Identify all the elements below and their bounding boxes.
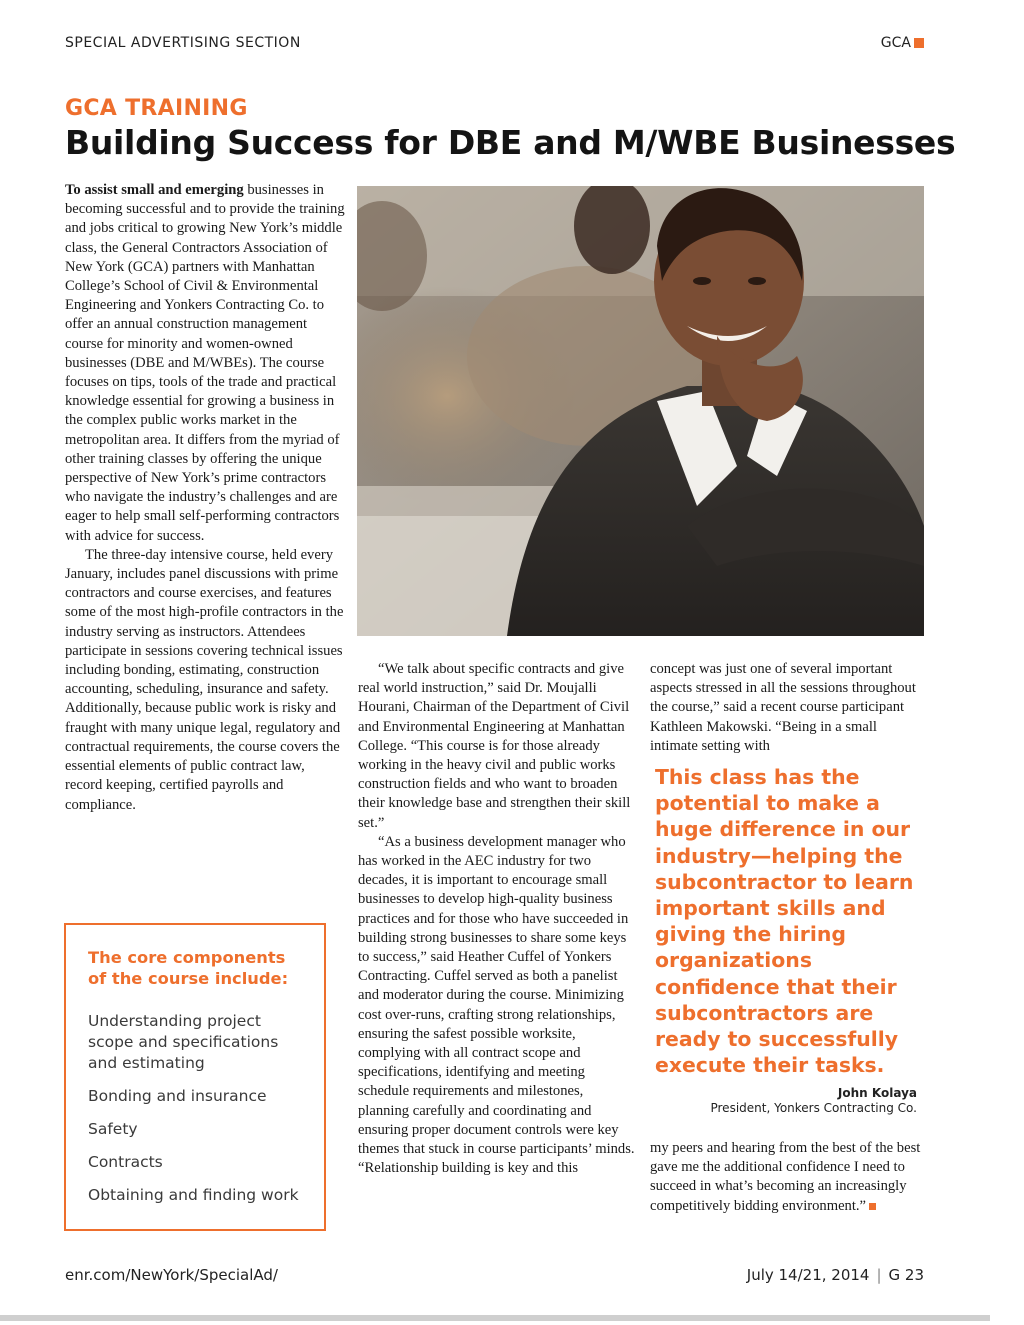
- paragraph: The three-day intensive course, held every January, includes panel discussions with prime contractors and course exercises, and features some of the most high-profile contractors in the industry serving as instructors. Attendees participate in sessions covering technical issues including bonding, estimating, construction accounting, scheduling, insurance and safety. Additionally, because public work is risky and fraught with many unique legal, regulatory and contractual requirements, the course covers the essential elements of public contract law, record keeping, certified payrolls and compliance.: [65, 546, 344, 813]
- footer-url: enr.com/NewYork/SpecialAd/: [65, 1266, 278, 1284]
- core-components-list: [88, 1011, 308, 1206]
- section-label: SPECIAL ADVERTISING SECTION: [65, 35, 301, 51]
- brand-square-icon: [914, 38, 924, 48]
- article-column-3-bottom: [650, 1139, 925, 1216]
- paragraph: concept was just one of several important aspects stressed in all the sessions throughout the course,” said a recent course participant Kathleen Makowski. “Being in a small intimate setting with: [650, 661, 916, 754]
- end-mark-icon: [869, 1203, 876, 1210]
- list-item: Understanding project scope and specifications and estimating: [88, 1012, 279, 1072]
- paragraph: “We talk about specific contracts and give real world instruction,” said Dr. Moujalli Hourani, Chairman of the Department of Civil and Environmental Engineering at Manhattan College. “This course is for those already working in the heavy civil and public works construction fields and who want to broaden their knowledge base and strengthen their skill set.”: [358, 661, 631, 831]
- pull-quote-attribution: [655, 1086, 917, 1116]
- kicker: GCA TRAINING: [65, 96, 248, 121]
- core-components-box: [64, 923, 326, 1231]
- list-item: Safety: [88, 1120, 138, 1138]
- page-edge-divider: [0, 1315, 990, 1321]
- folio-separator: |: [876, 1266, 882, 1284]
- list-item: Contracts: [88, 1153, 163, 1171]
- brand-text: GCA: [880, 35, 911, 51]
- attribution-name: John Kolaya: [837, 1086, 917, 1100]
- paragraph: [650, 1139, 925, 1216]
- headline: Building Success for DBE and M/WBE Businesses: [65, 123, 956, 162]
- paragraph-text: businesses in becoming successful and to provide the training and jobs critical to growing New York’s middle class, the General Contractors Association of New York (GCA) partners with Manhattan College’s School of Civil & Environmental Engineering and Yonkers Contracting Co. to offer an annual construction management course for minority and women-owned businesses (DBE and M/WBEs). The course focuses on tips, tools of the trade and practical knowledge essential for growing a business in the complex public works market in the metropolitan area. It differs from the myriad of other training classes by offering the unique perspective of New York’s prime contractors who navigate the industry’s challenges and are eager to help small self-performing contractors with advice for success.: [65, 182, 345, 544]
- woman-in-classroom-photo: [357, 186, 924, 636]
- brand-mark: [881, 35, 924, 51]
- attribution-title: President, Yonkers Contracting Co.: [710, 1101, 917, 1115]
- list-item: Bonding and insurance: [88, 1087, 267, 1105]
- paragraph: [65, 181, 345, 546]
- list-item: Obtaining and finding work: [88, 1186, 299, 1204]
- core-components-heading: The core components of the course include:: [88, 948, 289, 988]
- paragraph: “As a business development manager who has worked in the AEC industry for two decades, it is important to encourage small businesses to develop high-quality business practices and for those who have succeeded in building strong businesses to share some keys to success,” said Heather Cuffel of Yonkers Contracting. Cuffel served as both a panelist and moderator during the course. Minimizing cost over-runs, crafting strong relationships, ensuring the safest possible worksite, complying with all contract scope and specifications, identifying and meeting schedule requirements and milestones, planning carefully and coordinating and ensuring proper document controls were key themes that stuck in course participants’ minds. “Relationship building is key and this: [358, 833, 635, 1177]
- page-number: G 23: [888, 1266, 924, 1284]
- article-column-3-top: [650, 660, 925, 756]
- issue-date: July 14/21, 2014: [746, 1266, 870, 1284]
- footer-folio: [747, 1266, 924, 1284]
- lead-in: To assist small and emerging: [65, 182, 244, 198]
- paragraph-text: my peers and hearing from the best of the best gave me the additional confidence I need to succeed in what’s becoming an increasingly competitively bidding environment.”: [650, 1140, 921, 1214]
- article-column-2: [358, 660, 636, 1178]
- article-column-1: [65, 181, 345, 815]
- pull-quote: This class has the potential to make a huge difference in our industry—helping the subcontractor to learn important skills and giving the hiring organizations confidence that their subcontractors are ready to successfully execute their tasks.: [655, 765, 914, 1078]
